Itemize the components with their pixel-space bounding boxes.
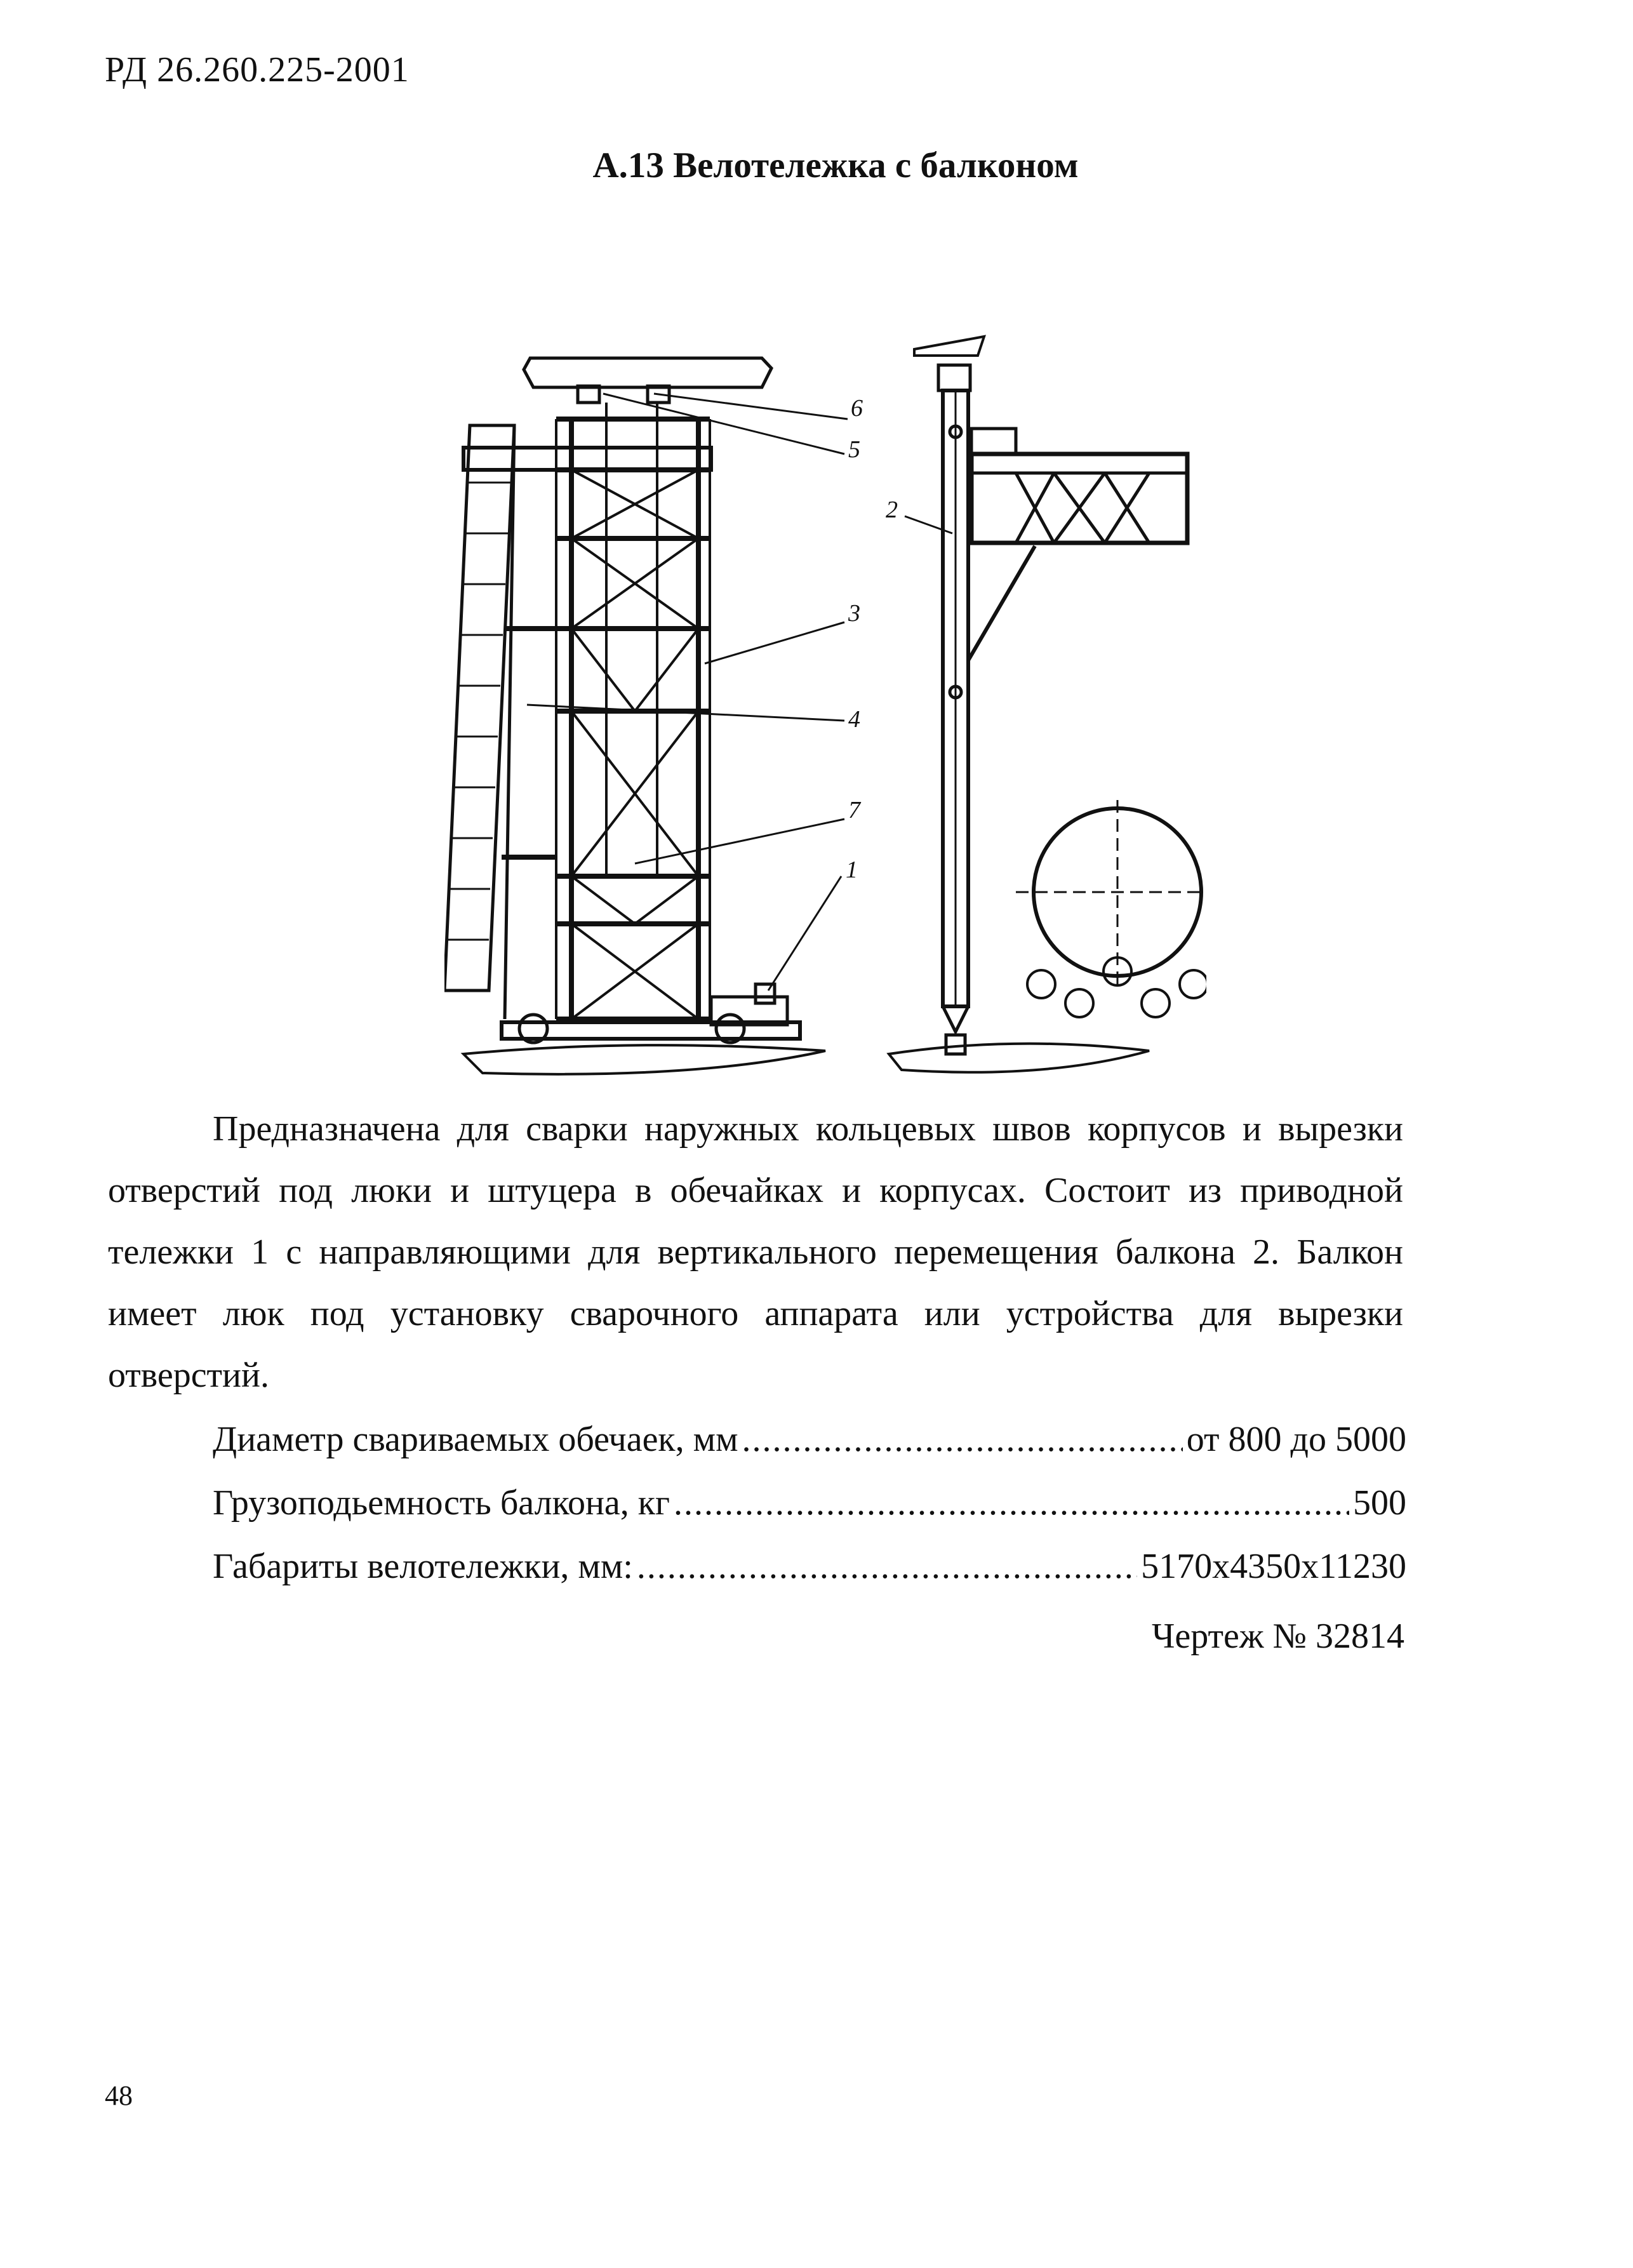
spec-row bbox=[213, 1483, 1406, 1546]
callout-6: 6 bbox=[851, 395, 863, 422]
spec-label: Диаметр свариваемых обечаек, мм bbox=[213, 1420, 738, 1459]
leader-dots bbox=[637, 1546, 1137, 1587]
spec-value: 5170х4350х11230 bbox=[1141, 1547, 1406, 1586]
description bbox=[108, 1098, 1403, 1406]
spec-row bbox=[213, 1546, 1406, 1610]
leader-dots bbox=[742, 1419, 1183, 1460]
spec-label: Габариты велотележки, мм: bbox=[213, 1547, 633, 1586]
callout-7: 7 bbox=[848, 797, 860, 824]
technical-drawing bbox=[444, 330, 1206, 1111]
callout-2: 2 bbox=[886, 497, 898, 523]
spec-list bbox=[213, 1419, 1406, 1610]
document-code: РД 26.260.225-2001 bbox=[105, 50, 410, 90]
spec-value: 500 bbox=[1353, 1483, 1406, 1523]
spec-row bbox=[213, 1419, 1406, 1483]
drawing-svg bbox=[444, 330, 1206, 1111]
description-paragraph: Предназначена для сварки наружных кольцевых швов корпусов и вырезки отверстий под люки и штуцера в обечайках и корпусах. Состоит из приводной тележки 1 с направляющими для вертикального перемещения балкона 2. Балкон имеет люк под установку сварочного аппарата или устройства для вырезки отверстий. bbox=[108, 1109, 1403, 1395]
section-title: А.13 Велотележка с балконом bbox=[592, 145, 1079, 185]
spec-value: от 800 до 5000 bbox=[1186, 1420, 1406, 1459]
callout-5: 5 bbox=[848, 436, 860, 463]
drawing-reference: Чертеж № 32814 bbox=[1152, 1617, 1404, 1656]
page-number: 48 bbox=[105, 2080, 133, 2111]
callout-1: 1 bbox=[846, 857, 858, 883]
leader-dots bbox=[674, 1483, 1349, 1523]
callout-3: 3 bbox=[848, 600, 860, 627]
callout-4: 4 bbox=[848, 706, 860, 733]
spec-label: Грузоподьемность балкона, кг bbox=[213, 1483, 670, 1523]
